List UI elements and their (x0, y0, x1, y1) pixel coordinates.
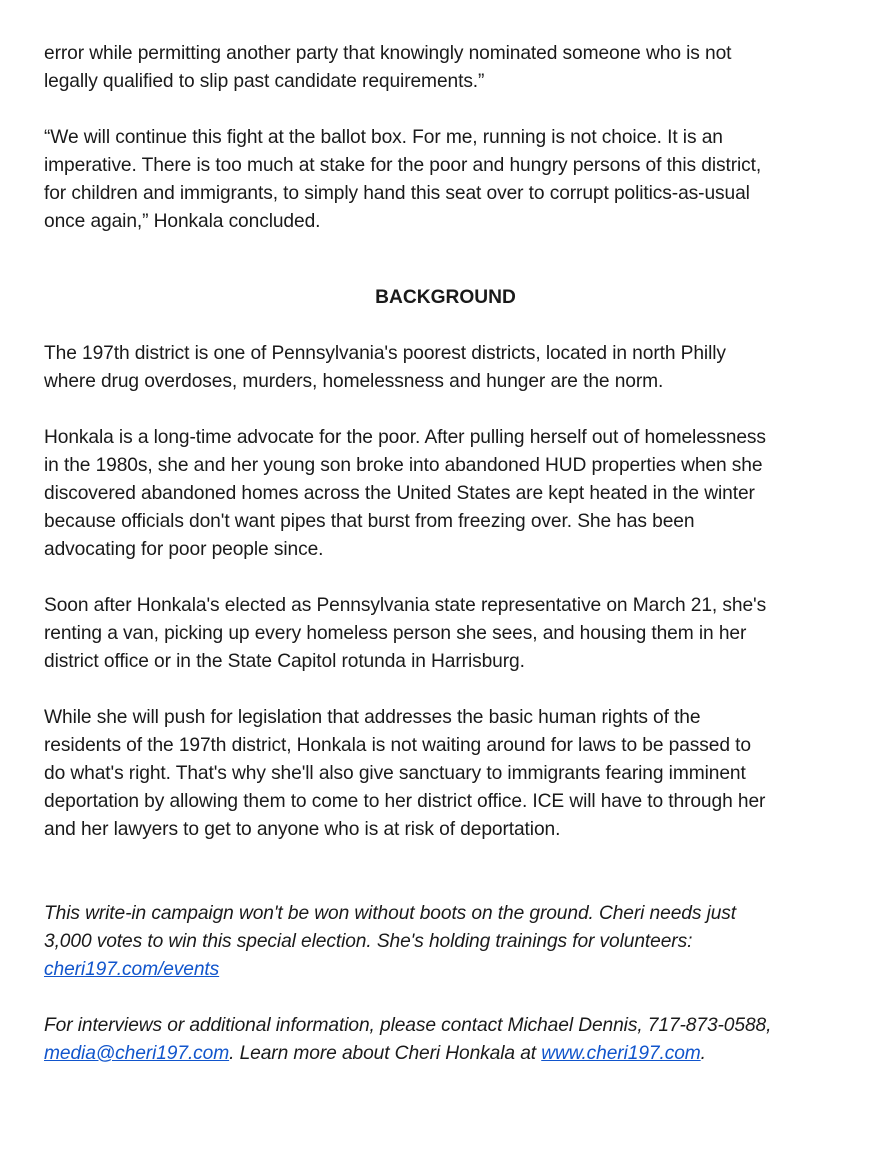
text-line: The 197th district is one of Pennsylvania's poorest districts, located in north Philly (44, 343, 726, 364)
paragraph-advocate (44, 424, 847, 564)
text-line: for children and immigrants, to simply hand this seat over to corrupt politics-as-usual (44, 183, 750, 204)
text-line: While she will push for legislation that addresses the basic human rights of the (44, 707, 701, 728)
text-line: renting a van, picking up every homeless person she sees, and housing them in her (44, 623, 747, 644)
contact-mid-text: . Learn more about Cheri Honkala at (229, 1043, 542, 1064)
paragraph-honkala-quote (44, 124, 847, 236)
text-line: once again,” Honkala concluded. (44, 211, 321, 232)
events-link[interactable]: cheri197.com/events (44, 959, 220, 980)
text-line: district office or in the State Capitol rotunda in Harrisburg. (44, 651, 525, 672)
paragraph-campaign (44, 900, 847, 984)
text-line: Honkala is a long-time advocate for the poor. After pulling herself out of homelessness (44, 427, 766, 448)
website-link[interactable]: www.cheri197.com (541, 1043, 701, 1064)
text-line: because officials don't want pipes that burst from freezing over. She has been (44, 511, 695, 532)
text-line: do what's right. That's why she'll also give sanctuary to immigrants fearing imminent (44, 763, 746, 784)
text-line: 3,000 votes to win this special election. She's holding trainings for volunteers: (44, 931, 693, 952)
email-link[interactable]: media@cheri197.com (44, 1043, 230, 1064)
section-heading-background: BACKGROUND (375, 287, 516, 308)
paragraph-district (44, 340, 847, 396)
paragraph-contact (44, 1012, 847, 1068)
text-line: “We will continue this fight at the ballot box. For me, running is not choice. It is an (44, 127, 723, 148)
text-line: advocating for poor people since. (44, 539, 324, 560)
text-line: For interviews or additional information, please contact Michael Dennis, 717-873-0588, (44, 1015, 772, 1036)
paragraph-sanctuary (44, 704, 847, 844)
text-line: residents of the 197th district, Honkala is not waiting around for laws to be passed to (44, 735, 751, 756)
text-line: legally qualified to slip past candidate requirements.” (44, 71, 485, 92)
text-line: Soon after Honkala's elected as Pennsylvania state representative on March 21, she's (44, 595, 767, 616)
text-line: discovered abandoned homes across the United States are kept heated in the winter (44, 483, 755, 504)
text-line: error while permitting another party that knowingly nominated someone who is not (44, 43, 732, 64)
paragraph-elected (44, 592, 847, 676)
text-line: where drug overdoses, murders, homelessness and hunger are the norm. (44, 371, 664, 392)
text-line: imperative. There is too much at stake for the poor and hungry persons of this district, (44, 155, 762, 176)
text-line: deportation by allowing them to come to her district office. ICE will have to through her (44, 791, 766, 812)
text-line: in the 1980s, she and her young son broke into abandoned HUD properties when she (44, 455, 763, 476)
text-line: and her lawyers to get to anyone who is at risk of deportation. (44, 819, 561, 840)
text-line (44, 956, 847, 984)
text-line (44, 1040, 847, 1068)
paragraph-quote-end (44, 40, 847, 96)
contact-end-text: . (700, 1043, 706, 1064)
text-line: This write-in campaign won't be won without boots on the ground. Cheri needs just (44, 903, 737, 924)
